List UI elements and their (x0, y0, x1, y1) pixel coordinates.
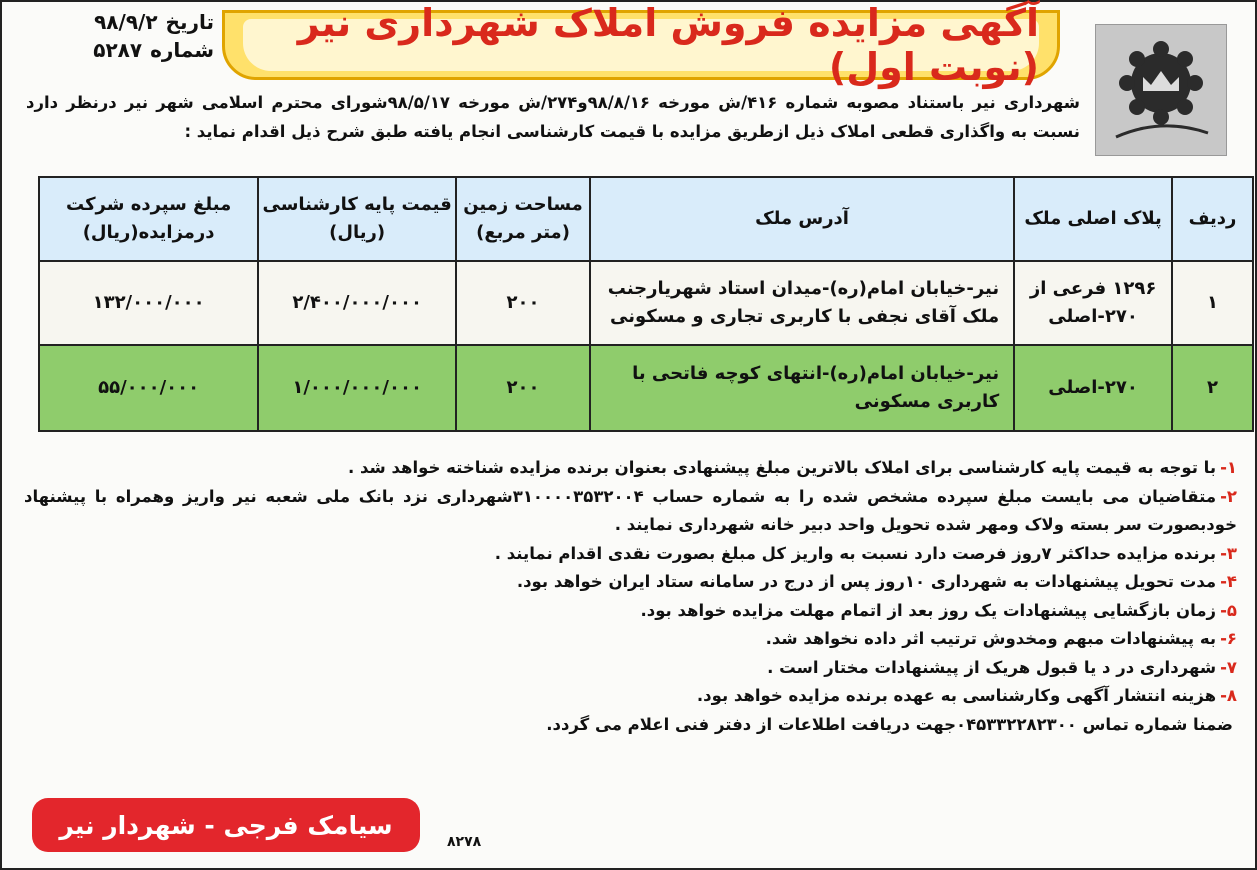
date-number-box (22, 8, 214, 64)
condition-text: مدت تحویل پیشنهادات به شهرداری ۱۰روز پس از درج در سامانه ستاد ایران خواهد بود. (516, 572, 1217, 591)
signature-badge (32, 798, 420, 852)
cell-radif: ۲ (1172, 345, 1253, 431)
cell-address: نیر-خیابان امام(ره)-انتهای کوچه فاتحی با کاربری مسکونی (590, 345, 1014, 431)
contact-text: ضمنا شماره تماس ۰۴۵۳۳۲۲۸۲۳۰۰جهت دریافت اطلاعات از دفتر فنی اعلام می گردد. (546, 714, 1233, 734)
header-price: قیمت پایه کارشناسی (ریال) (258, 177, 456, 261)
header-deposit: مبلغ سپرده شرکت درمزایده(ریال) (39, 177, 258, 261)
cell-price: ۲/۴۰۰/۰۰۰/۰۰۰ (258, 261, 456, 345)
cell-price: ۱/۰۰۰/۰۰۰/۰۰۰ (258, 345, 456, 431)
condition-item (24, 654, 1237, 683)
condition-number: ۷- (1220, 657, 1237, 677)
ad-code: ۸۲۷۸ (447, 834, 482, 850)
municipality-logo (1095, 24, 1227, 156)
cell-area: ۲۰۰ (456, 261, 590, 345)
cell-address: نیر-خیابان امام(ره)-میدان استاد شهریارجنب ملک آقای نجفی با کاربری تجاری و مسکونی (590, 261, 1014, 345)
condition-number: ۵- (1220, 600, 1237, 620)
condition-number: ۶- (1220, 629, 1237, 648)
condition-item (24, 483, 1237, 540)
header-pelak: پلاک اصلی ملک (1014, 177, 1172, 261)
condition-number: ۲- (1220, 486, 1237, 506)
number-line (22, 36, 214, 64)
cell-deposit: ۱۳۲/۰۰۰/۰۰۰ (39, 261, 258, 345)
conditions-list (24, 454, 1237, 739)
condition-text: هزینه انتشار آگهی وکارشناسی به عهده برنده مزایده خواهد بود. (696, 686, 1217, 705)
title-banner (222, 1, 1060, 89)
intro-paragraph: شهرداری نیر باستناد مصوبه شماره ۴۱۶/ش مورخه ۹۸/۸/۱۶و۲۷۴/ش مورخه ۹۸/۵/۱۷شورای محترم اسلامی شهر نیر درنظر دارد نسبت به واگذاری قطعی املاک ذیل ازطریق مزایده با قیمت کارشناسی انجام یافته طبق شرح ذیل اقدام نماید : (26, 93, 1081, 141)
table-header-row (39, 177, 1253, 261)
title-inner (243, 1, 1039, 89)
condition-item (24, 625, 1237, 654)
cell-radif: ۱ (1172, 261, 1253, 345)
condition-item (24, 568, 1237, 597)
condition-item (24, 597, 1237, 626)
date-value: ۹۸/۹/۲ (94, 10, 158, 34)
condition-number: ۴- (1220, 572, 1237, 591)
page-title: آگهی مزایده فروش املاک شهرداری نیر (نوبت اول) (297, 1, 1039, 89)
signature-text: سیامک فرجی - شهردار نیر (59, 810, 393, 840)
header-radif: ردیف (1172, 177, 1253, 261)
condition-number: ۳- (1220, 543, 1237, 563)
condition-text: به پیشنهادات مبهم ومخدوش ترتیب اثر داده نخواهد شد. (765, 629, 1217, 648)
contact-note (24, 711, 1237, 740)
properties-table (38, 176, 1254, 432)
logo-emblem-icon (1096, 25, 1226, 155)
condition-text: شهرداری در د یا قبول هریک از پیشنهادات مختار است . (767, 657, 1217, 677)
cell-pelak: ۲۷۰-اصلی (1014, 345, 1172, 431)
cell-pelak: ۱۲۹۶ فرعی از ۲۷۰-اصلی (1014, 261, 1172, 345)
table-row (39, 345, 1253, 431)
condition-text: متقاضیان می بایست مبلغ سپرده مشخص شده را به شماره حساب ۳۱۰۰۰۰۳۵۳۲۰۰۴شهرداری نزد بانک ملی شعبه نیر واریز وهمراه با پیشنهاد خودبصورت سر بسته ولاک ومهر شده تحویل واحد دبیر خانه شهرداری نمایند . (24, 486, 1237, 534)
cell-deposit: ۵۵/۰۰۰/۰۰۰ (39, 345, 258, 431)
condition-number: ۱- (1220, 458, 1237, 477)
header-area: مساحت زمین (متر مربع) (456, 177, 590, 261)
number-value: ۵۲۸۷ (93, 38, 143, 62)
condition-text: برنده مزایده حداکثر ۷روز فرصت دارد نسبت به واریز کل مبلغ بصورت نقدی اقدام نمایند . (494, 543, 1217, 563)
number-label: شماره (150, 38, 214, 62)
header-address: آدرس ملک (590, 177, 1014, 261)
condition-item (24, 454, 1237, 483)
condition-item (24, 540, 1237, 569)
condition-text: زمان بازگشایی پیشنهادات یک روز بعد از اتمام مهلت مزایده خواهد بود. (640, 600, 1217, 620)
date-label: تاریخ (165, 10, 214, 34)
condition-number: ۸- (1220, 686, 1237, 705)
cell-area: ۲۰۰ (456, 345, 590, 431)
condition-item (24, 682, 1237, 711)
table-row (39, 261, 1253, 345)
date-line (22, 8, 214, 36)
condition-text: با توجه به قیمت پایه کارشناسی برای املاک بالاترین مبلغ پیشنهادی بعنوان برنده مزایده شناخته خواهد شد . (348, 458, 1217, 477)
